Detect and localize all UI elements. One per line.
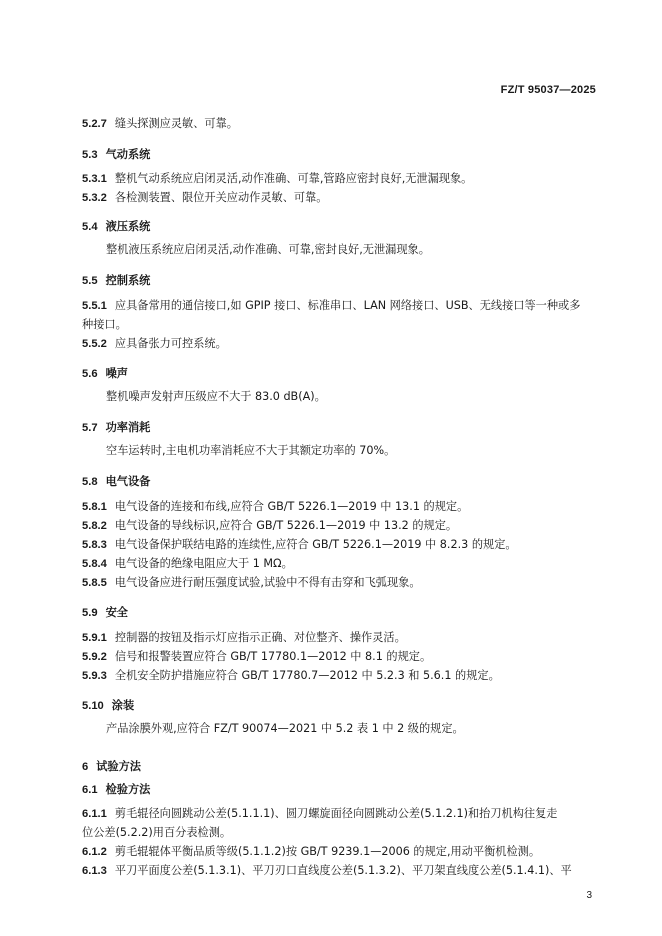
clause-number: 6.1.1 (82, 808, 107, 820)
clause-text: 电气设备应进行耐压强度试验,试验中不得有击穿和飞弧现象。 (114, 576, 421, 589)
clause-text: 气动系统 (105, 148, 151, 161)
clause-text: 功率消耗 (105, 421, 151, 434)
text-line (106, 242, 596, 258)
clause-number: 5.9.1 (82, 632, 107, 644)
section-heading (82, 698, 596, 714)
clause-text: 液压系统 (105, 220, 151, 233)
text-line (82, 171, 596, 187)
text-line (82, 317, 596, 333)
clause-text: 整机噪声发射声压级应不大于 83.0 dB(A)。 (106, 390, 326, 403)
clause-number: 5.5 (82, 275, 98, 287)
clause-text: 电气设备的绝缘电阻应大于 1 MΩ。 (114, 557, 293, 570)
section-heading (82, 605, 596, 621)
text-line (82, 298, 596, 314)
clause-text: 各检测装置、限位开关应动作灵敏、可靠。 (114, 191, 328, 204)
clause-number: 5.8.5 (82, 577, 107, 589)
text-line (106, 389, 596, 405)
clause-text: 噪声 (105, 367, 128, 380)
text-line (82, 825, 596, 841)
text-line (106, 443, 596, 459)
clause-text: 空车运转时,主电机功率消耗应不大于其额定功率的 70%。 (106, 444, 396, 457)
clause-text: 整机液压系统应启闭灵活,动作准确、可靠,密封良好,无泄漏现象。 (106, 243, 430, 256)
section-heading (82, 420, 596, 436)
text-line (82, 806, 596, 822)
clause-number: 5.3.2 (82, 192, 107, 204)
clause-number: 6.1.3 (82, 865, 107, 877)
clause-number: 5.5.2 (82, 338, 107, 350)
clause-text: 产品涂膜外观,应符合 FZ/T 90074—2021 中 5.2 表 1 中 2 级的规定。 (106, 722, 464, 735)
clause-number: 5.3.1 (82, 173, 107, 185)
clause-text: 试验方法 (96, 760, 141, 773)
clause-text: 控制系统 (105, 274, 151, 287)
clause-text: 安全 (105, 606, 128, 619)
clause-number: 6.1.2 (82, 846, 107, 858)
section-heading (82, 219, 596, 235)
text-line (82, 630, 596, 646)
text-line (82, 116, 596, 132)
text-line (82, 863, 596, 879)
clause-text: 位公差(5.2.2)用百分表检测。 (82, 826, 232, 839)
section-heading (82, 273, 596, 289)
clause-number: 5.6 (82, 368, 98, 380)
clause-number: 6 (82, 761, 89, 773)
clause-text: 剪毛辊辊体平衡品质等级(5.1.1.2)按 GB/T 9239.1—2006 的规定,用动平衡机检测。 (114, 845, 541, 858)
clause-text: 涂装 (111, 699, 135, 712)
section-heading (82, 782, 596, 798)
text-line (82, 649, 596, 665)
clause-number: 5.4 (82, 221, 98, 233)
text-line (82, 556, 596, 572)
clause-number: 6.1 (82, 784, 98, 796)
clause-number: 5.8.4 (82, 558, 107, 570)
clause-text: 检验方法 (105, 783, 151, 796)
standard-number: FZ/T 95037—2025 (500, 84, 596, 96)
clause-number: 5.8.2 (82, 520, 107, 532)
clause-text: 全机安全防护措施应符合 GB/T 17780.7—2012 中 5.2.3 和 5.6.1 的规定。 (114, 669, 500, 682)
section-heading (82, 366, 596, 382)
text-line (82, 844, 596, 860)
clause-number: 5.9 (82, 607, 98, 619)
clause-number: 5.8.1 (82, 501, 107, 513)
text-line (82, 518, 596, 534)
clause-number: 5.3 (82, 149, 98, 161)
clause-text: 缝头探测应灵敏、可靠。 (114, 117, 238, 130)
clause-text: 电气设备保护联结电路的连续性,应符合 GB/T 5226.1—2019 中 8.2.3 的规定。 (114, 538, 517, 551)
clause-number: 5.8 (82, 476, 98, 488)
clause-number: 5.10 (82, 700, 104, 712)
clause-text: 信号和报警装置应符合 GB/T 17780.1—2012 中 8.1 的规定。 (114, 650, 432, 663)
text-line (82, 190, 596, 206)
text-line (82, 668, 596, 684)
clause-text: 电气设备 (105, 475, 151, 488)
text-line (106, 721, 596, 737)
clause-number: 5.7 (82, 422, 98, 434)
clause-text: 电气设备的导线标识,应符合 GB/T 5226.1—2019 中 13.2 的规定。 (114, 519, 458, 532)
clause-text: 应具备常用的通信接口,如 GPIP 接口、标准串口、LAN 网络接口、USB、无线接口等一种或多 (114, 299, 581, 312)
clause-number: 5.8.3 (82, 539, 107, 551)
section-heading (82, 147, 596, 163)
clause-text: 整机气动系统应启闭灵活,动作准确、可靠,管路应密封良好,无泄漏现象。 (114, 172, 473, 185)
clause-text: 控制器的按钮及指示灯应指示正确、对位整齐、操作灵活。 (114, 631, 406, 644)
text-line (82, 537, 596, 553)
text-line (82, 575, 596, 591)
clause-text: 平刀平面度公差(5.1.3.1)、平刀刃口直线度公差(5.1.3.2)、平刀架直线度公差(5.1.4.1)、平 (114, 864, 572, 877)
clause-text: 应具备张力可控系统。 (114, 337, 227, 350)
clause-text: 种接口。 (82, 318, 127, 331)
clause-number: 5.5.1 (82, 300, 107, 312)
section-heading (82, 759, 596, 775)
text-line (82, 336, 596, 352)
clause-number: 5.9.2 (82, 651, 107, 663)
clause-number: 5.2.7 (82, 118, 107, 130)
clause-text: 电气设备的连接和布线,应符合 GB/T 5226.1—2019 中 13.1 的规定。 (114, 500, 469, 513)
text-line (82, 499, 596, 515)
page-number: 3 (586, 890, 592, 901)
clause-number: 5.9.3 (82, 670, 107, 682)
section-heading (82, 474, 596, 490)
clause-text: 剪毛辊径向圆跳动公差(5.1.1.1)、圆刀螺旋面径向圆跳动公差(5.1.2.1)和抬刀机构往复走 (114, 807, 558, 820)
